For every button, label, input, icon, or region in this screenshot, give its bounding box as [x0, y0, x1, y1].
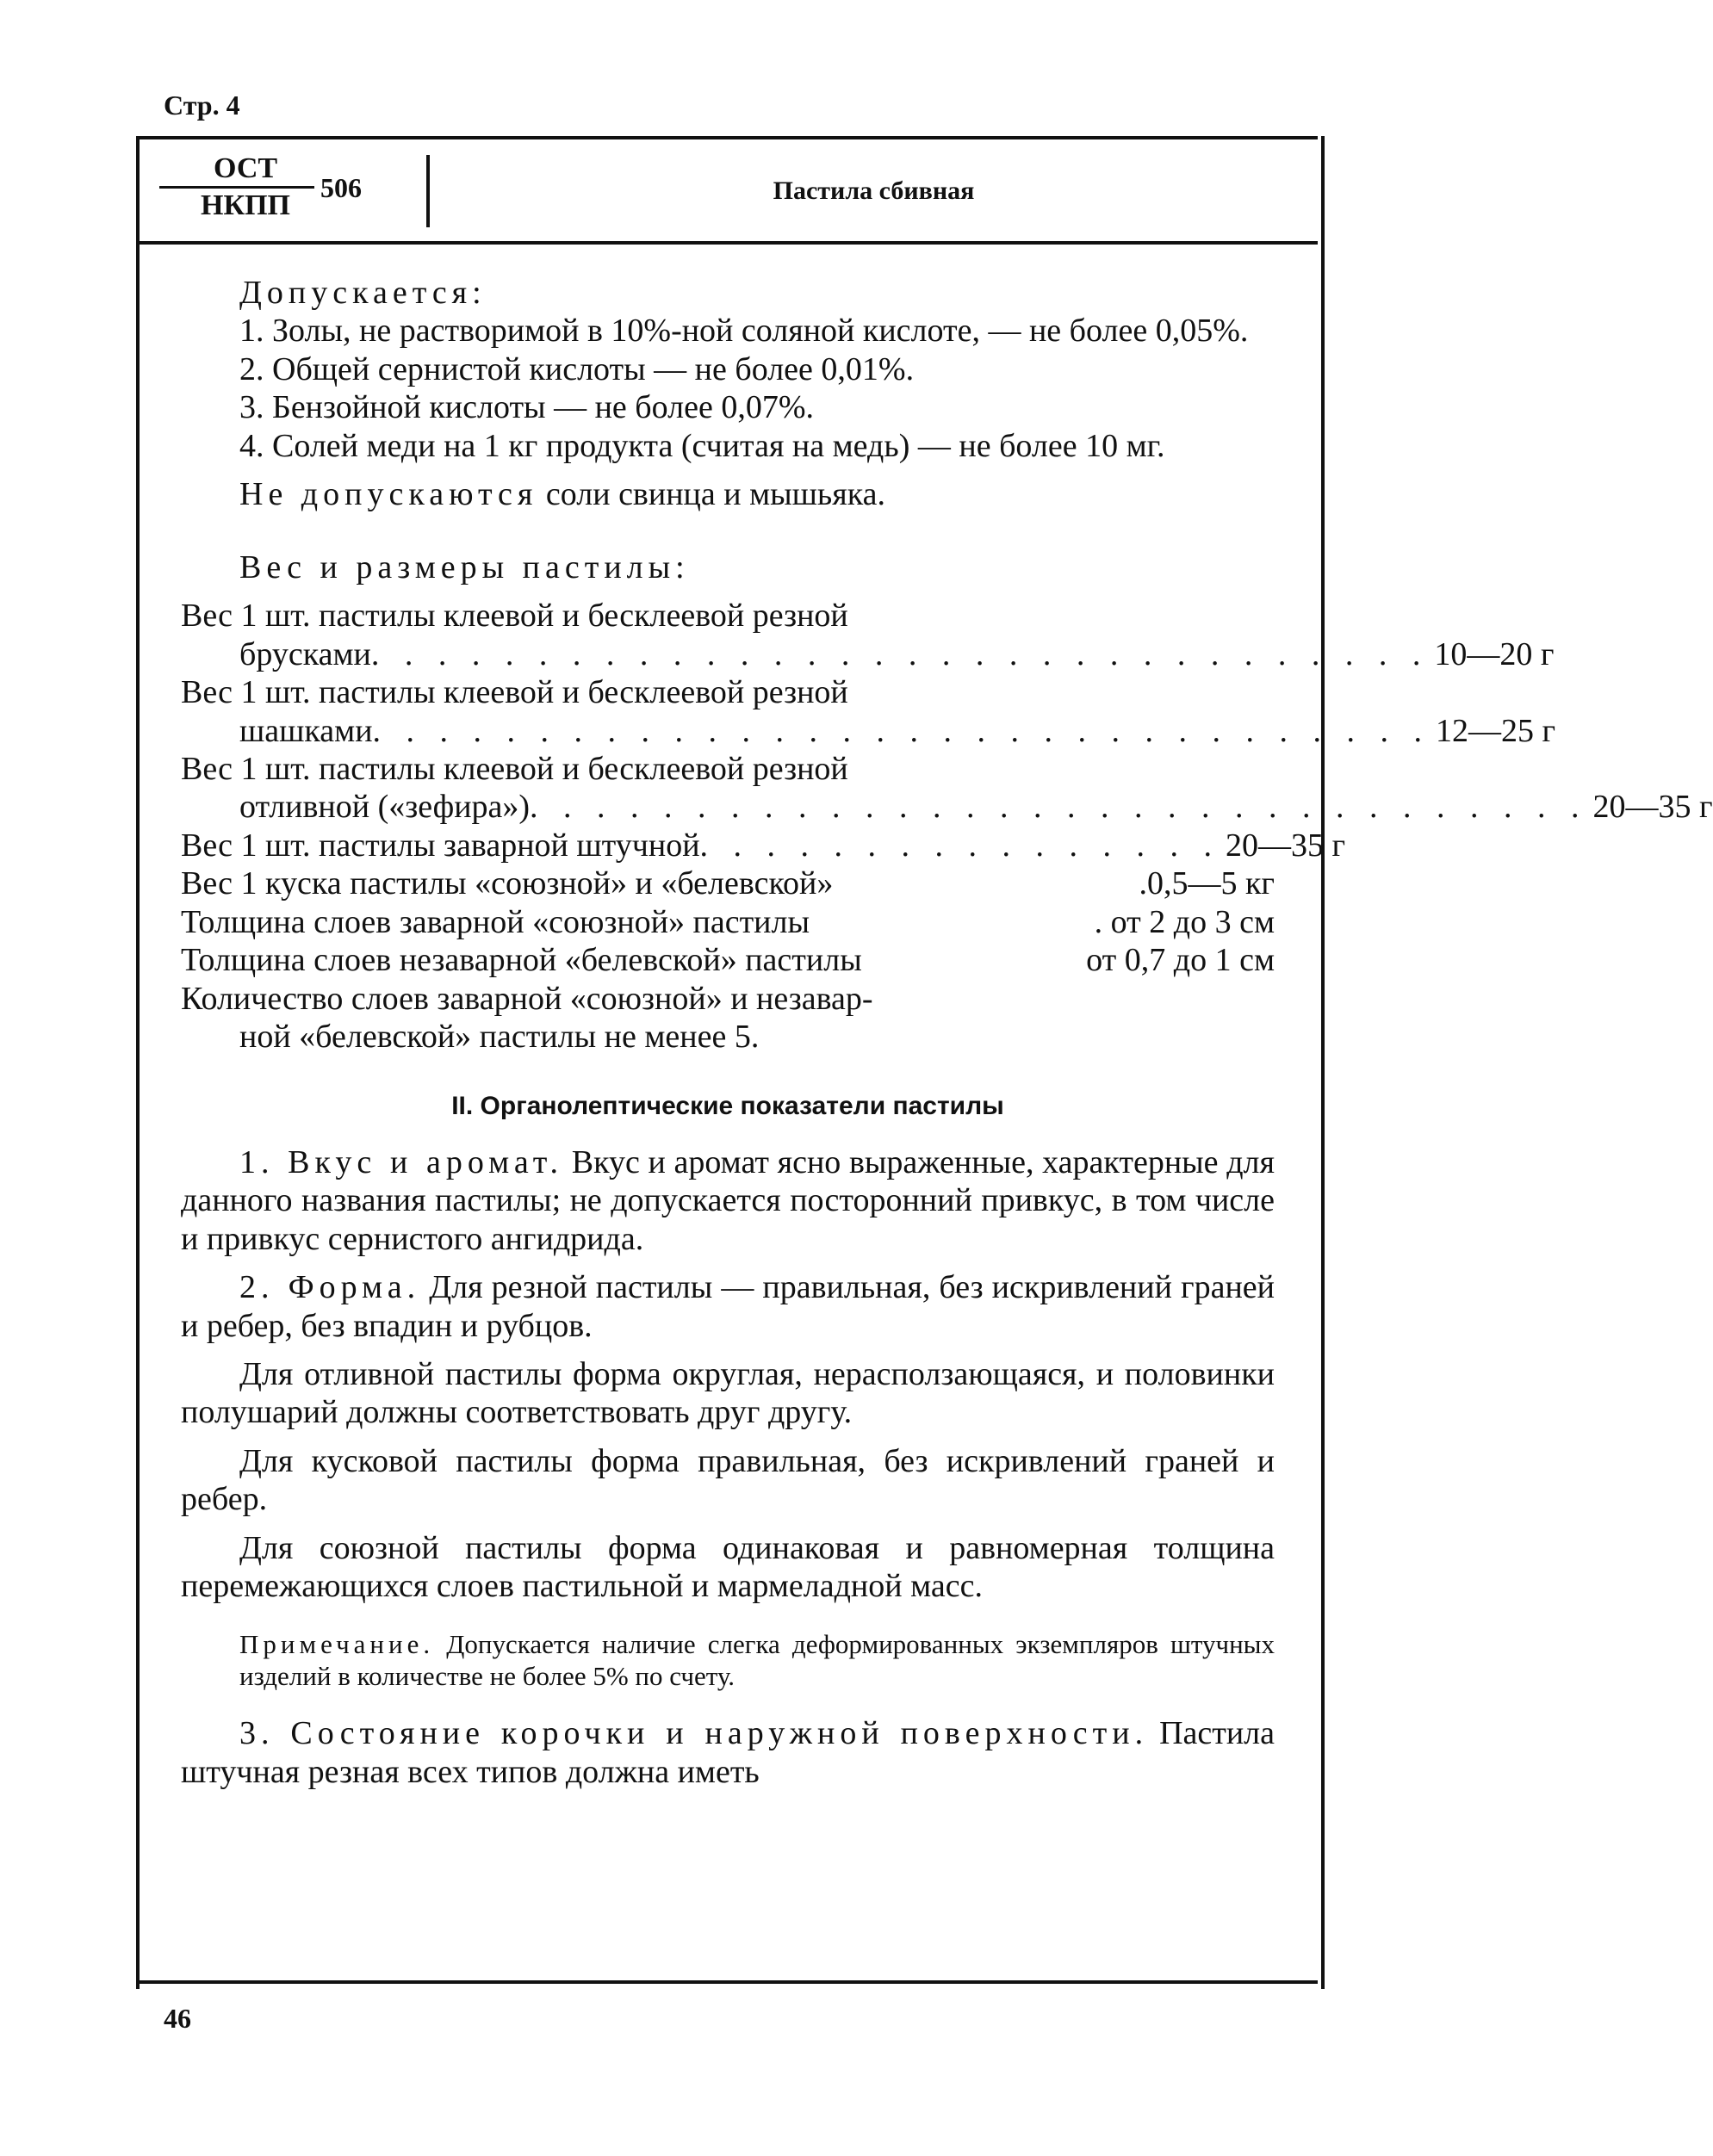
note-text: Допускается наличие слегка деформированных экземпляров штучных изделий в количестве не более 5% по счету. [239, 1628, 1275, 1691]
ost-fraction-line [159, 186, 314, 189]
weight-entry-line1: Вес 1 шт. пастилы клеевой и бесклеевой резной [181, 750, 848, 787]
form-paragraph-3: Для кусковой пастилы форма правильная, без искривлений граней и ребер. [181, 1442, 1275, 1518]
permitted-item-2: 2. Общей сернистой кислоты — не более 0,01%. [239, 350, 915, 387]
weight-row-label: Толщина слоев незаварной «белевской» пастилы [181, 942, 862, 979]
note [181, 1628, 1275, 1692]
taste-term: 1. Вкус и аромат. [239, 1143, 564, 1180]
layers-count-line2: ной «белевской» пастилы не менее 5. [239, 1019, 760, 1056]
leader-dots: . . . . . . . . . . . . . . . . . . . . . . . . . . . . . . . . [370, 635, 1430, 672]
weight-entry-line1: Вес 1 шт. пастилы клеевой и бесклеевой резной [181, 598, 848, 635]
crust-paragraph [181, 1714, 1275, 1791]
page-content [181, 274, 1713, 1791]
not-permitted-text: соли свинца и мышьяка. [545, 476, 885, 513]
section-title: II. Органолептические показатели пастилы [451, 1091, 1004, 1120]
weight-row-label: Вес 1 куска пастилы «союзной» и «белевской» [181, 865, 834, 902]
weight-entry-line2: отливной («зефира») [239, 789, 531, 826]
weight-entry-row [181, 788, 1713, 826]
crust-term: 3. Состояние корочки и наружной поверхности. [239, 1715, 1149, 1752]
header-bottom-rule [138, 241, 1318, 245]
note-label: Примечание. [239, 1628, 435, 1659]
weight-row-label: Вес 1 шт. пастилы заварной штучной [181, 827, 700, 864]
weight-entry-line2: брусками [239, 635, 371, 672]
leader-dots: . . . . . . . . . . . . . . . . . . . . . . . . . . . . . . . . [372, 712, 1431, 749]
weight-row-value: .0,5—5 кг [1139, 865, 1275, 902]
weight-row [181, 864, 1275, 902]
permitted-item-4: 4. Солей меди на 1 кг продукта (считая на медь) — не более 10 мг. [239, 427, 1165, 464]
leader-dots: . . . . . . . . . . . . . . . . . . . . . . . . . . . . . . . . [530, 789, 1588, 826]
taste-paragraph [181, 1143, 1275, 1258]
footer-rule [138, 1980, 1318, 1984]
ost-number: 506 [320, 172, 362, 203]
permitted-item-1: 1. Золы, не растворимой в 10%-ной соляной кислоте, — не более 0,05%. [239, 313, 1249, 350]
weight-row [181, 941, 1275, 979]
weights-heading: Вес и размеры пастилы: [239, 548, 690, 585]
page-label: Стр. 4 [164, 90, 240, 121]
weight-row [181, 903, 1275, 941]
weight-entry-row [181, 635, 1555, 673]
permitted-heading: Допускается: [239, 275, 487, 311]
weight-row-value: 20—35 г [1226, 827, 1346, 864]
document-title: Пастила сбивная [773, 177, 975, 205]
form-paragraph-2: Для отливной пастилы форма округлая, нерасползающаяся, и половинки полушарий должны соответствовать друг другу. [181, 1355, 1275, 1431]
not-permitted-term: Не допускаются [239, 476, 538, 513]
form-paragraph-4: Для союзной пастилы форма одинаковая и равномерная толщина перемежающихся слоев пастильной и мармеладной масс. [181, 1529, 1275, 1605]
taste-text: Вкус и аромат ясно выраженные, характерные для данного названия пастилы; не допускается посторонний привкус, в том числе и привкус сернистого ангидрида. [181, 1143, 1275, 1257]
header-top-rule [138, 136, 1318, 139]
weight-entry [181, 597, 1555, 673]
weight-row-value: от 0,7 до 1 см [1086, 942, 1275, 979]
weight-entry [181, 673, 1556, 750]
weight-entry-value: 12—25 г [1436, 712, 1556, 749]
form-text: Для резной пастилы — правильная, без искривлений граней и ребер, без впадин и рубцов. [181, 1269, 1275, 1344]
weight-row [181, 827, 1346, 864]
weight-row-value: . от 2 до 3 см [1094, 903, 1275, 940]
weight-entry-row [181, 712, 1556, 750]
ost-bottom: НКПП [201, 189, 290, 221]
weight-entry-value: 10—20 г [1434, 635, 1555, 672]
ost-code [159, 153, 332, 220]
form-term: 2. Форма. [239, 1269, 421, 1306]
layers-count-line1: Количество слоев заварной «союзной» и незавар- [181, 980, 873, 1017]
weight-entry-line2: шашками [239, 712, 373, 749]
form-paragraph [181, 1268, 1275, 1345]
weight-row-label: Толщина слоев заварной «союзной» пастилы [181, 903, 810, 940]
footer-page-number: 46 [164, 2003, 191, 2034]
crust-text: Пастила штучная резная всех типов должна иметь [181, 1715, 1275, 1790]
not-permitted [181, 475, 1275, 513]
leader-dots: . . . . . . . . . . . . . . . . [699, 827, 1221, 864]
weight-entry-line1: Вес 1 шт. пастилы клеевой и бесклеевой резной [181, 674, 848, 711]
ost-top: ОСТ [213, 152, 278, 184]
permitted-item-3: 3. Бензойной кислоты — не более 0,07%. [239, 389, 814, 426]
weight-entry [181, 750, 1713, 827]
weight-entry-value: 20—35 г [1592, 789, 1713, 826]
